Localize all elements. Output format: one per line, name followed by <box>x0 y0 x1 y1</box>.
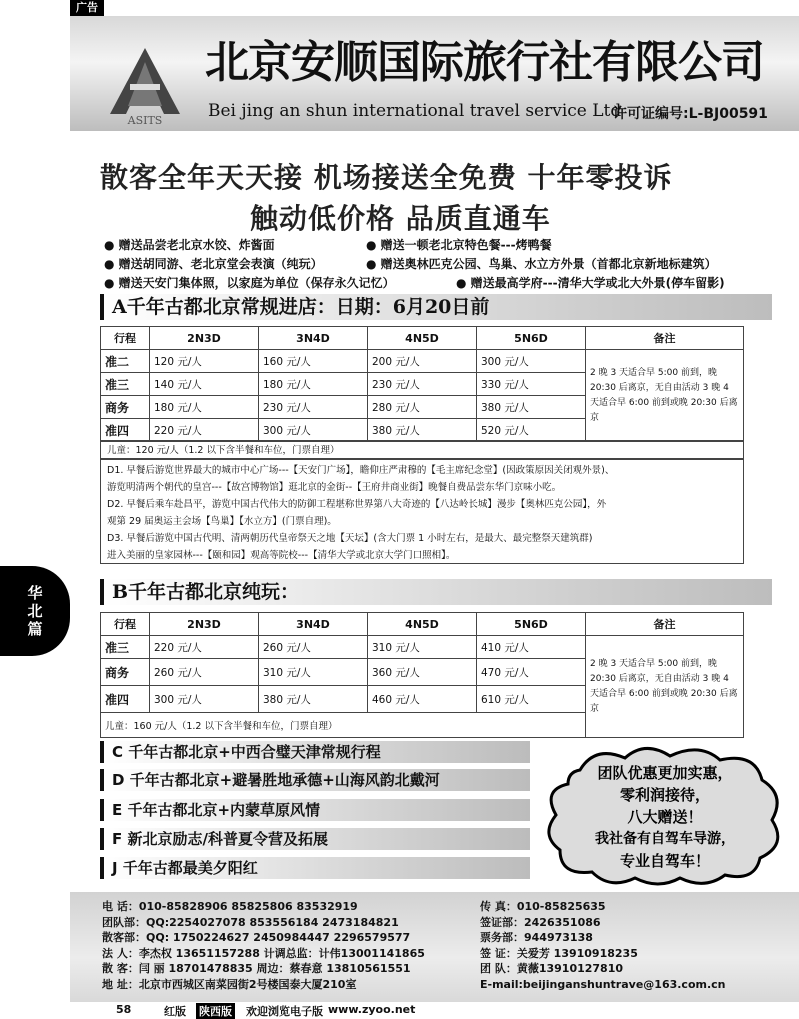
company-name: 北京安顺国际旅行社有限公司 <box>205 37 764 88</box>
price-cell: 180 元/人 <box>259 373 368 396</box>
price-cell: 260 元/人 <box>150 659 259 686</box>
price-cell: 380 元/人 <box>368 419 477 442</box>
price-cell: 380 元/人 <box>477 396 586 419</box>
price-cell: 460 元/人 <box>368 686 477 713</box>
remark-cell: 2 晚 3 天适合早 5:00 前到，晚 20:30 后离京，无自由活动 3 晚 4 天适合早 6:00 前到或晚 20:30 后离京 <box>586 350 744 442</box>
table-header: 行程 <box>101 613 150 636</box>
promo-cloud-text <box>560 762 770 872</box>
price-cell: 220 元/人 <box>150 636 259 659</box>
promo-line: 专业自驾车！ <box>619 852 710 870</box>
edition-badge: 陕西版 <box>196 1003 235 1019</box>
side-tab-char: 篇 <box>27 620 43 638</box>
table-header: 2N3D <box>150 613 259 636</box>
room-type: 商务 <box>101 396 150 419</box>
table-header: 5N6D <box>477 327 586 350</box>
price-cell: 410 元/人 <box>477 636 586 659</box>
price-cell: 330 元/人 <box>477 373 586 396</box>
contact-line: 法 人：李杰权 13651157288 计调总监：计伟13001141865 <box>102 946 425 960</box>
website-link[interactable]: www.zyoo.net <box>328 1003 416 1016</box>
table-header: 行程 <box>101 327 150 350</box>
price-cell: 360 元/人 <box>368 659 477 686</box>
slogan-line-1: 散客全年天天接 机场接送全免费 十年零投诉 <box>100 161 673 194</box>
price-cell: 230 元/人 <box>368 373 477 396</box>
price-cell: 300 元/人 <box>259 419 368 442</box>
company-logo <box>100 44 190 126</box>
table-header: 3N4D <box>259 613 368 636</box>
table-row <box>101 350 744 373</box>
price-cell: 280 元/人 <box>368 396 477 419</box>
price-cell: 470 元/人 <box>477 659 586 686</box>
slogan-line-2: 触动低价格 品质直通车 <box>250 202 551 235</box>
price-cell: 230 元/人 <box>259 396 368 419</box>
room-type: 准三 <box>101 373 150 396</box>
table-header-row <box>101 327 744 350</box>
route-d: D 千年古都北京+避暑胜地承德+山海风韵北戴河 <box>100 769 530 791</box>
price-cell: 610 元/人 <box>477 686 586 713</box>
region-side-tab <box>0 566 70 656</box>
room-type: 准四 <box>101 419 150 442</box>
gift-item: ● 赠送品尝老北京水饺、炸酱面 <box>104 238 275 252</box>
price-cell: 140 元/人 <box>150 373 259 396</box>
logo-text: ASITS <box>127 114 163 126</box>
route-e: E 千年古都北京+内蒙草原风情 <box>100 799 530 821</box>
table-header: 4N5D <box>368 613 477 636</box>
remark-cell: 2 晚 3 天适合早 5:00 前到，晚 20:30 后离京，无自由活动 3 晚 4 天适合早 6:00 前到或晚 20:30 后离京 <box>586 636 744 738</box>
ad-tag: 广告 <box>70 0 104 16</box>
contact-line: 电 话：010-85828906 85825806 83532919 <box>102 900 358 913</box>
itinerary-line: 进入美丽的皇家园林---【颐和园】观高等院校---【清华大学或北京大学门口照相】。 <box>107 550 456 561</box>
itinerary-line: D3. 早餐后游览中国古代明、清两朝历代皇帝祭天之地【天坛】(含大门票 1 小时左右，是最大、最完整祭天建筑群) <box>107 533 593 544</box>
table-header: 2N3D <box>150 327 259 350</box>
page-number: 58 <box>116 1003 132 1016</box>
table-header: 3N4D <box>259 327 368 350</box>
section-a-price-table <box>100 326 744 442</box>
license-number: 许可证编号:L-BJ00591 <box>613 106 768 122</box>
table-header: 5N6D <box>477 613 586 636</box>
room-type: 准二 <box>101 350 150 373</box>
price-cell: 160 元/人 <box>259 350 368 373</box>
promo-line: 八大赠送！ <box>627 808 703 826</box>
side-tab-char: 北 <box>27 602 43 620</box>
price-cell: 520 元/人 <box>477 419 586 442</box>
price-cell: 310 元/人 <box>368 636 477 659</box>
price-cell: 200 元/人 <box>368 350 477 373</box>
company-english-name: Bei jing an shun international travel service Ltd <box>208 101 622 121</box>
room-type: 准四 <box>101 686 150 713</box>
section-b-title: B千年古都北京纯玩： <box>100 579 772 605</box>
price-cell: 260 元/人 <box>259 636 368 659</box>
room-type: 商务 <box>101 659 150 686</box>
gift-item: ● 赠送天安门集体照，以家庭为单位（保存永久记忆） <box>104 276 395 290</box>
contact-right <box>480 899 726 992</box>
promo-line: 我社备有自驾车导游， <box>595 831 735 847</box>
price-cell: 220 元/人 <box>150 419 259 442</box>
edition-label: 红版 <box>164 1005 186 1018</box>
price-cell: 380 元/人 <box>259 686 368 713</box>
itinerary-line: 游览明清两个朝代的皇宫---【故宫博物馆】逛北京的金街--【王府井商业街】晚餐自费品尝东华门京味小吃。 <box>107 482 562 493</box>
contact-line: 传 真：010-85825635 <box>480 900 606 913</box>
section-b-price-table <box>100 612 744 738</box>
gift-item: ● 赠送最高学府---清华大学或北大外景(停车留影) <box>456 276 725 290</box>
section-b-child-price: 儿童：160 元/人（1.2 以下含半餐和车位，门票自理） <box>101 713 586 738</box>
route-f: F 新北京励志/科普夏令营及拓展 <box>100 828 530 850</box>
price-cell: 180 元/人 <box>150 396 259 419</box>
table-row <box>101 636 744 659</box>
route-j: J 千年古都最美夕阳红 <box>100 857 530 879</box>
itinerary-line: D2. 早餐后乘车赴昌平，游览中国古代伟大的防御工程堪称世界第八大奇迹的【八达岭长城】漫步【奥林匹克公园】，外 <box>107 499 607 510</box>
promo-line: 零利润接待， <box>619 786 710 804</box>
table-header-row <box>101 613 744 636</box>
gift-item: ● 赠送一顿老北京特色餐---烤鸭餐 <box>366 238 552 252</box>
itinerary-line: 观第 29 届奥运主会场【鸟巢】【水立方】(门票自理)。 <box>107 516 337 527</box>
promo-line: 团队优惠更加实惠， <box>597 764 733 782</box>
route-c: C 千年古都北京+中西合璧天津常规行程 <box>100 741 530 763</box>
contact-line: 签证部：2426351086 <box>480 915 601 929</box>
room-type: 准三 <box>101 636 150 659</box>
side-tab-char: 华 <box>27 584 43 602</box>
table-header: 备注 <box>586 613 744 636</box>
contact-left <box>102 899 425 992</box>
contact-line: 散客部：QQ: 1750224627 2450984447 2296579577 <box>102 931 411 944</box>
contact-line: 散 客：闫 丽 18701478835 周边：蔡春意 13810561551 <box>102 962 411 975</box>
table-header: 4N5D <box>368 327 477 350</box>
price-cell: 300 元/人 <box>477 350 586 373</box>
contact-line: E-mail:beijinganshuntrave@163.com.cn <box>480 977 726 991</box>
itinerary-line: D1. 早餐后游览世界最大的城市中心广场---【天安门广场】，瞻仰庄严肃穆的【毛主席纪念堂】(因政策原因关闭观外景)、 <box>107 465 615 476</box>
price-cell: 120 元/人 <box>150 350 259 373</box>
price-cell: 300 元/人 <box>150 686 259 713</box>
price-cell: 310 元/人 <box>259 659 368 686</box>
gift-item: ● 赠送奥林匹克公园、鸟巢、水立方外景（首都北京新地标建筑） <box>366 257 717 271</box>
gift-item: ● 赠送胡同游、老北京堂会表演（纯玩） <box>104 257 323 271</box>
section-a-title: A千年古都北京常规进店：日期：6月20日前 <box>100 294 772 320</box>
contact-line: 团队部：QQ:2254027078 853556184 2473184821 <box>102 915 399 929</box>
section-a-itinerary <box>100 459 744 564</box>
contact-line: 团 队：黄薇13910127810 <box>480 962 624 975</box>
section-a-child-price: 儿童：120 元/人（1.2 以下含半餐和车位，门票自理） <box>100 440 744 459</box>
welcome-text: 欢迎浏览电子版 <box>246 1005 323 1018</box>
contact-line: 票务部：944973138 <box>480 931 593 944</box>
table-header: 备注 <box>586 327 744 350</box>
contact-line: 签 证：关爱芳 13910918235 <box>480 946 638 960</box>
contact-line: 地 址：北京市西城区南菜园街2号楼国泰大厦210室 <box>102 977 357 991</box>
